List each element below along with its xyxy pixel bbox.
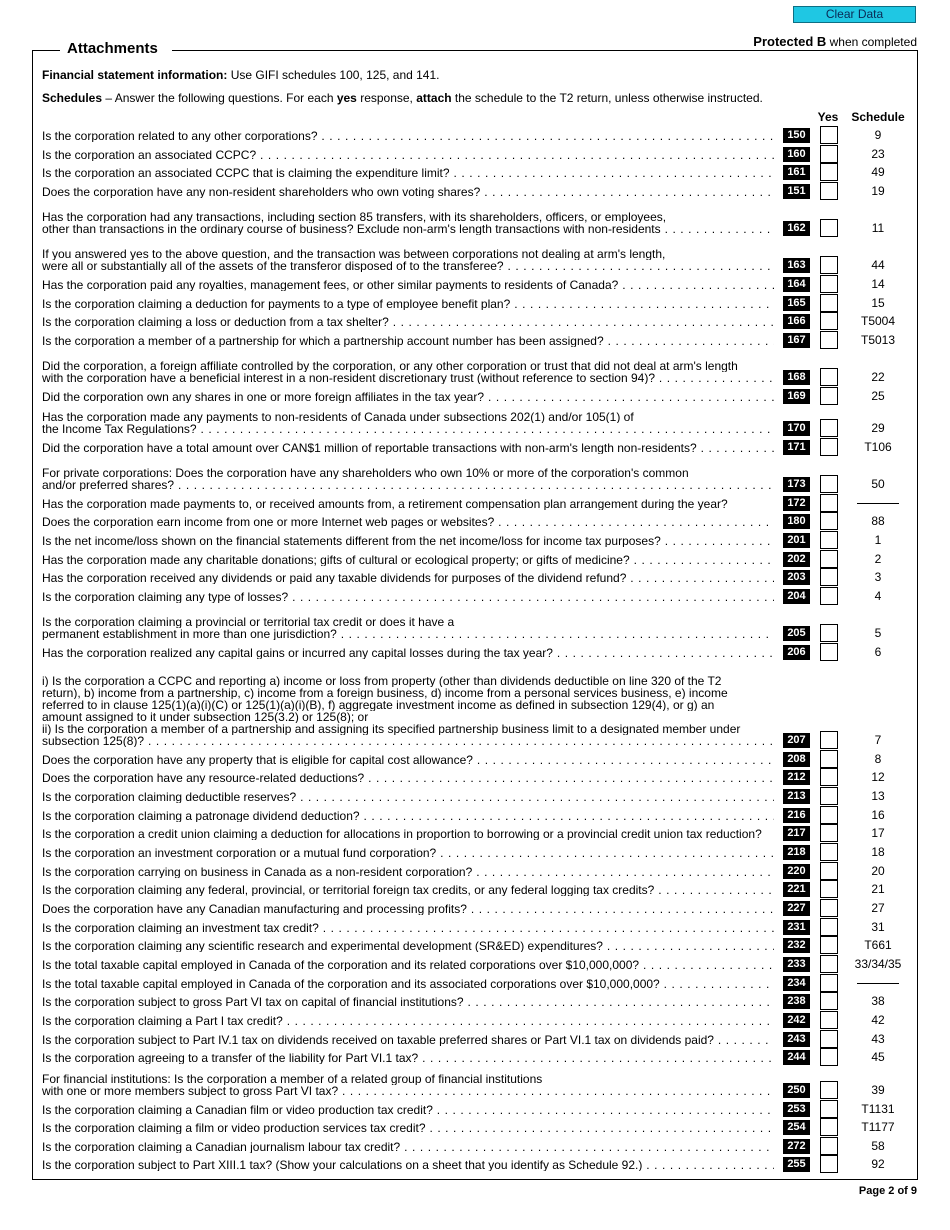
question-207 (42, 675, 774, 747)
question-151 (42, 186, 774, 198)
schedule-number: 38 (871, 994, 885, 1008)
yes-checkbox-206[interactable] (820, 643, 838, 661)
schedule-number: 27 (871, 901, 885, 915)
yes-checkbox-216[interactable] (820, 806, 838, 824)
yes-checkbox-163[interactable] (820, 256, 838, 274)
question-line: Is the corporation an associated CCPC? . . . (42, 149, 774, 161)
schedule-number: 18 (871, 845, 885, 859)
line-code: 166 (783, 314, 810, 329)
question-line: other than transactions in the ordinary course of business? Exclude non-arm's length transactions with non-residents . . . (42, 223, 774, 235)
question-line: Has the corporation made any payments to non-residents of Canada under subsections 202(1) and/or 105(1) of (42, 411, 634, 423)
question-line: Is the corporation claiming a Canadian journalism labour tax credit? . . . (42, 1141, 774, 1153)
question-line: Is the corporation claiming a film or video production services tax credit? . . . (42, 1122, 774, 1134)
schedule-number: 25 (871, 389, 885, 403)
schedules-attach-bold: attach (416, 91, 452, 105)
question-line: Is the corporation claiming a loss or deduction from a tax shelter? . . . (42, 316, 774, 328)
schedule-number: 13 (871, 789, 885, 803)
question-line: Is the corporation subject to Part XIII.1 tax? (Show your calculations on a sheet that you identify as Schedule 92.) . . . (42, 1159, 774, 1171)
question-231 (42, 922, 774, 934)
question-232 (42, 940, 774, 952)
yes-checkbox-204[interactable] (820, 587, 838, 605)
question-line: Is the corporation claiming a provincial or territorial tax credit or does it have a (42, 616, 455, 628)
question-202 (42, 554, 774, 566)
question-180 (42, 516, 774, 528)
line-code: 234 (783, 976, 810, 991)
question-167 (42, 335, 774, 347)
question-line: Is the corporation claiming a deduction for payments to a type of employee benefit plan? . . . (42, 298, 774, 310)
yes-checkbox-233[interactable] (820, 955, 838, 973)
schedule-number: 16 (871, 808, 885, 822)
line-code: 151 (783, 184, 810, 199)
schedules-text-1: – Answer the following questions. For each (102, 91, 337, 105)
schedule-number: 43 (871, 1032, 885, 1046)
schedules-text-2: response, (356, 91, 417, 105)
question-203 (42, 572, 774, 584)
line-code: 167 (783, 333, 810, 348)
question-line: Is the corporation related to any other corporations? . . . (42, 130, 774, 142)
question-line: with the corporation have a beneficial interest in a non-resident discretionary trust (without reference to section 94)? . . . (42, 372, 774, 384)
line-code: 213 (783, 789, 810, 804)
schedule-number: 42 (871, 1013, 885, 1027)
schedule-number: 14 (871, 277, 885, 291)
line-code: 253 (783, 1102, 810, 1117)
yes-checkbox-162[interactable] (820, 219, 838, 237)
line-code: 203 (783, 570, 810, 585)
question-line: the Income Tax Regulations? . . . (42, 423, 774, 435)
line-code: 201 (783, 533, 810, 548)
question-line: amount assigned to it under subsection 125(3.2) or 125(8); or (42, 711, 369, 723)
line-code: 163 (783, 258, 810, 273)
schedule-number: 23 (871, 147, 885, 161)
question-217 (42, 828, 774, 840)
line-code: 164 (783, 277, 810, 292)
yes-checkbox-165[interactable] (820, 294, 838, 312)
question-218 (42, 847, 774, 859)
schedules-yes-bold: yes (336, 91, 357, 105)
section-title: Attachments (67, 40, 158, 57)
yes-checkbox-173[interactable] (820, 475, 838, 493)
question-168 (42, 360, 774, 384)
question-204 (42, 591, 774, 603)
line-code: 168 (783, 370, 810, 385)
question-line: Did the corporation, a foreign affiliate controlled by the corporation, or any other corporation or trust that did not deal at arm's length (42, 360, 738, 372)
question-line: Is the corporation subject to gross Part VI tax on capital of financial institutions? . . . (42, 996, 774, 1008)
schedule-number: T5013 (860, 333, 896, 347)
schedule-number: 88 (871, 514, 885, 528)
line-code: 204 (783, 589, 810, 604)
schedule-number: 1 (874, 533, 882, 547)
yes-checkbox-168[interactable] (820, 368, 838, 386)
yes-checkbox-220[interactable] (820, 862, 838, 880)
question-150 (42, 130, 774, 142)
question-162 (42, 211, 774, 235)
question-216 (42, 810, 774, 822)
question-line: Is the corporation claiming a Canadian film or video production tax credit? . . . (42, 1104, 774, 1116)
yes-checkbox-231[interactable] (820, 918, 838, 936)
question-line: ii) Is the corporation a member of a partnership and assigning its specified partnership business limit to a designated member under (42, 723, 741, 735)
question-line: with one or more members subject to gross Part VI tax? . . . (42, 1085, 774, 1097)
question-243 (42, 1034, 774, 1046)
question-line: Is the total taxable capital employed in Canada of the corporation and its associated corporations over $10,000,000? . . . (42, 978, 774, 990)
question-line: return), b) income from a partnership, c) income from a foreign business, d) income from a personal services business, e) income (42, 687, 728, 699)
yes-checkbox-250[interactable] (820, 1081, 838, 1099)
clear-data-button[interactable]: Clear Data (793, 6, 916, 23)
question-213 (42, 791, 774, 803)
question-line: Is the corporation an investment corporation or a mutual fund corporation? . . . (42, 847, 774, 859)
schedule-number: 44 (871, 258, 885, 272)
yes-checkbox-164[interactable] (820, 275, 838, 293)
question-line: Is the corporation an associated CCPC that is claiming the expenditure limit? . . . (42, 167, 774, 179)
question-221 (42, 884, 774, 896)
line-code: 180 (783, 514, 810, 529)
line-code: 169 (783, 389, 810, 404)
financial-info-label: Financial statement information: (42, 68, 228, 82)
yes-checkbox-238[interactable] (820, 992, 838, 1010)
line-code: 243 (783, 1032, 810, 1047)
question-253 (42, 1104, 774, 1116)
schedule-number: 17 (871, 826, 885, 840)
question-173 (42, 467, 774, 491)
question-169 (42, 391, 774, 403)
line-code: 202 (783, 552, 810, 567)
protected-b-label: Protected B (753, 34, 827, 49)
schedule-number: 8 (874, 752, 882, 766)
schedule-number (846, 976, 910, 984)
question-242 (42, 1015, 774, 1027)
question-206 (42, 647, 774, 659)
yes-checkbox-171[interactable] (820, 438, 838, 456)
question-line: Is the corporation claiming an investment tax credit? . . . (42, 922, 774, 934)
question-line: Is the corporation claiming any type of losses? . . . (42, 591, 774, 603)
yes-checkbox-234[interactable] (820, 974, 838, 992)
financial-info-text: Use GIFI schedules 100, 125, and 141. (227, 68, 440, 82)
question-161 (42, 167, 774, 179)
question-line: Is the corporation claiming a Part I tax credit? . . . (42, 1015, 774, 1027)
question-212 (42, 772, 774, 784)
question-line: Is the net income/loss shown on the financial statements different from the net income/loss for income tax purposes? . . . (42, 535, 774, 547)
question-205 (42, 616, 774, 640)
yes-checkbox-221[interactable] (820, 880, 838, 898)
question-233 (42, 959, 774, 971)
line-code: 227 (783, 901, 810, 916)
question-line: Is the corporation agreeing to a transfer of the liability for Part VI.1 tax? . . . (42, 1052, 774, 1064)
yes-checkbox-167[interactable] (820, 331, 838, 349)
question-line: Does the corporation have any non-resident shareholders who own voting shares? . . . (42, 186, 774, 198)
question-line: Does the corporation earn income from one or more Internet web pages or websites? . . . (42, 516, 774, 528)
question-201 (42, 535, 774, 547)
line-code: 205 (783, 626, 810, 641)
yes-column-header: Yes (817, 110, 839, 124)
yes-checkbox-207[interactable] (820, 731, 838, 749)
yes-checkbox-242[interactable] (820, 1011, 838, 1029)
yes-checkbox-160[interactable] (820, 145, 838, 163)
question-227 (42, 903, 774, 915)
question-line: Is the corporation a member of a partnership for which a partnership account number has been assigned? . . . (42, 335, 774, 347)
schedule-number: 15 (871, 296, 885, 310)
question-line: Has the corporation had any transactions, including section 85 transfers, with its shareholders, officers, or employees, (42, 211, 667, 223)
line-code: 250 (783, 1083, 810, 1098)
question-272 (42, 1141, 774, 1153)
protected-b-rest: when completed (826, 35, 917, 49)
yes-checkbox-201[interactable] (820, 531, 838, 549)
question-line: Has the corporation received any dividends or paid any taxable dividends for purposes of the dividend refund? . . . (42, 572, 774, 584)
line-code: 272 (783, 1139, 810, 1154)
yes-checkbox-150[interactable] (820, 126, 838, 144)
line-code: 160 (783, 147, 810, 162)
schedule-number: 6 (874, 645, 882, 659)
line-code: 216 (783, 808, 810, 823)
line-code: 212 (783, 770, 810, 785)
question-line: Does the corporation have any property that is eligible for capital cost allowance? . . . (42, 754, 774, 766)
question-line: Does the corporation have any resource-related deductions? . . . (42, 772, 774, 784)
schedule-number: T5004 (860, 314, 896, 328)
yes-checkbox-180[interactable] (820, 512, 838, 530)
line-code: 232 (783, 938, 810, 953)
question-234 (42, 978, 774, 990)
schedule-number: 29 (871, 421, 885, 435)
yes-checkbox-205[interactable] (820, 624, 838, 642)
question-line: For financial institutions: Is the corporation a member of a related group of financial institutions (42, 1073, 543, 1085)
schedule-number: 92 (871, 1157, 885, 1171)
schedule-number: 12 (871, 770, 885, 784)
question-line: Does the corporation have any Canadian manufacturing and processing profits? . . . (42, 903, 774, 915)
question-line: Is the corporation claiming a patronage dividend deduction? . . . (42, 810, 774, 822)
schedule-number: 19 (871, 184, 885, 198)
yes-checkbox-212[interactable] (820, 768, 838, 786)
schedule-number: 21 (871, 882, 885, 896)
question-166 (42, 316, 774, 328)
schedule-number: 9 (874, 128, 882, 142)
question-line: Is the corporation subject to Part IV.1 tax on dividends received on taxable preferred shares or Part VI.1 tax on dividends paid? . . . (42, 1034, 774, 1046)
question-line: Did the corporation have a total amount over CAN$1 million of reportable transactions with non-arm's length non-residents? . . . (42, 442, 774, 454)
question-171 (42, 442, 774, 454)
line-code: 218 (783, 845, 810, 860)
schedule-number: T1131 (861, 1102, 895, 1116)
question-170 (42, 411, 774, 435)
schedule-number: 50 (871, 477, 885, 491)
line-code: 220 (783, 864, 810, 879)
question-165 (42, 298, 774, 310)
question-line: Is the corporation claiming any scientific research and experimental development (SR&ED) expenditures? . . . (42, 940, 774, 952)
line-code: 173 (783, 477, 810, 492)
line-code: 244 (783, 1050, 810, 1065)
yes-checkbox-202[interactable] (820, 550, 838, 568)
question-line: Did the corporation own any shares in one or more foreign affiliates in the tax year? . . . (42, 391, 774, 403)
line-code: 206 (783, 645, 810, 660)
question-238 (42, 996, 774, 1008)
line-code: 171 (783, 440, 810, 455)
question-164 (42, 279, 774, 291)
question-255 (42, 1159, 774, 1171)
yes-checkbox-244[interactable] (820, 1048, 838, 1066)
schedule-number: T661 (864, 938, 892, 952)
schedule-number: 22 (871, 370, 885, 384)
line-code: 207 (783, 733, 810, 748)
line-code: 254 (783, 1120, 810, 1135)
line-code: 170 (783, 421, 810, 436)
question-line: For private corporations: Does the corporation have any shareholders who own 10% or more of the corporation's common (42, 467, 689, 479)
schedule-number: 49 (871, 165, 885, 179)
question-208 (42, 754, 774, 766)
schedule-number: T106 (864, 440, 892, 454)
yes-checkbox-243[interactable] (820, 1030, 838, 1048)
line-code: 161 (783, 165, 810, 180)
yes-checkbox-253[interactable] (820, 1100, 838, 1118)
yes-checkbox-166[interactable] (820, 312, 838, 330)
line-code: 162 (783, 221, 810, 236)
schedule-number: 33/34/35 (854, 957, 902, 971)
line-code: 150 (783, 128, 810, 143)
yes-checkbox-203[interactable] (820, 568, 838, 586)
question-line: If you answered yes to the above question, and the transaction was between corporations not dealing at arm's length, (42, 248, 666, 260)
question-line: Is the corporation a credit union claiming a deduction for allocations in proportion to borrowing or a provincial credit union tax reduction? (42, 828, 762, 840)
schedules-label: Schedules (42, 91, 103, 105)
line-code: 165 (783, 296, 810, 311)
question-172 (42, 498, 774, 510)
question-220 (42, 866, 774, 878)
question-line: i) Is the corporation a CCPC and reporting a) income or loss from property (other than dividends deductible on line 320 of the T2 (42, 675, 722, 687)
question-line: subsection 125(8)? . . . (42, 735, 774, 747)
yes-checkbox-255[interactable] (820, 1155, 838, 1173)
question-line: Is the corporation claiming deductible reserves? . . . (42, 791, 774, 803)
line-code: 217 (783, 826, 810, 841)
schedule-number: 39 (871, 1083, 885, 1097)
line-code: 233 (783, 957, 810, 972)
line-code: 238 (783, 994, 810, 1009)
schedule-number: 58 (871, 1139, 885, 1153)
yes-checkbox-161[interactable] (820, 163, 838, 181)
yes-checkbox-151[interactable] (820, 182, 838, 200)
schedule-number (846, 496, 910, 504)
question-line: permanent establishment in more than one jurisdiction? . . . (42, 628, 774, 640)
question-160 (42, 149, 774, 161)
schedule-number: 2 (874, 552, 882, 566)
question-254 (42, 1122, 774, 1134)
question-line: Is the corporation carrying on business in Canada as a non-resident corporation? . . . (42, 866, 774, 878)
yes-checkbox-227[interactable] (820, 899, 838, 917)
schedule-number: 5 (874, 626, 882, 640)
schedule-number: 7 (874, 733, 882, 747)
question-line: Has the corporation realized any capital gains or incurred any capital losses during the tax year? . . . (42, 647, 774, 659)
question-line: and/or preferred shares? . . . (42, 479, 774, 491)
line-code: 172 (783, 496, 810, 511)
question-244 (42, 1052, 774, 1064)
schedule-number: 31 (871, 920, 885, 934)
schedule-column-header: Schedule (851, 110, 905, 124)
yes-checkbox-217[interactable] (820, 824, 838, 842)
schedule-number: 11 (871, 221, 885, 235)
line-code: 208 (783, 752, 810, 767)
schedule-number: 45 (871, 1050, 885, 1064)
yes-checkbox-272[interactable] (820, 1137, 838, 1155)
page-number: Page 2 of 9 (858, 1185, 917, 1197)
question-line: Has the corporation made any charitable donations; gifts of cultural or ecological property; or gifts of medicine? . . . (42, 554, 774, 566)
question-250 (42, 1073, 774, 1097)
question-line: Has the corporation paid any royalties, management fees, or other similar payments to residents of Canada? . . . (42, 279, 774, 291)
yes-checkbox-232[interactable] (820, 936, 838, 954)
schedules-text-3: the schedule to the T2 return, unless otherwise instructed. (451, 91, 763, 105)
schedule-number: 4 (874, 589, 882, 603)
yes-checkbox-170[interactable] (820, 419, 838, 437)
question-line: Has the corporation made payments to, or received amounts from, a retirement compensation plan arrangement during the year? (42, 498, 728, 510)
yes-checkbox-218[interactable] (820, 843, 838, 861)
yes-checkbox-169[interactable] (820, 387, 838, 405)
question-163 (42, 248, 774, 272)
question-line: referred to in clause 125(1)(a)(i)(C) or 125(1)(a)(i)(B), f) aggregate investment income as defined in subsection 129(4), or g) an (42, 699, 715, 711)
yes-checkbox-172[interactable] (820, 494, 838, 512)
line-code: 255 (783, 1157, 810, 1172)
line-code: 242 (783, 1013, 810, 1028)
question-line: were all or substantially all of the assets of the transferor disposed of to the transferee? . . . (42, 260, 774, 272)
line-code: 221 (783, 882, 810, 897)
schedule-number: T1177 (861, 1120, 895, 1134)
question-line: Is the total taxable capital employed in Canada of the corporation and its related corporations over $10,000,000? . . . (42, 959, 774, 971)
schedule-number: 20 (871, 864, 885, 878)
yes-checkbox-213[interactable] (820, 787, 838, 805)
yes-checkbox-254[interactable] (820, 1118, 838, 1136)
line-code: 231 (783, 920, 810, 935)
question-line: Is the corporation claiming any federal, provincial, or territorial foreign tax credits, or any federal logging tax credits? . . . (42, 884, 774, 896)
yes-checkbox-208[interactable] (820, 750, 838, 768)
schedule-number: 3 (874, 570, 882, 584)
